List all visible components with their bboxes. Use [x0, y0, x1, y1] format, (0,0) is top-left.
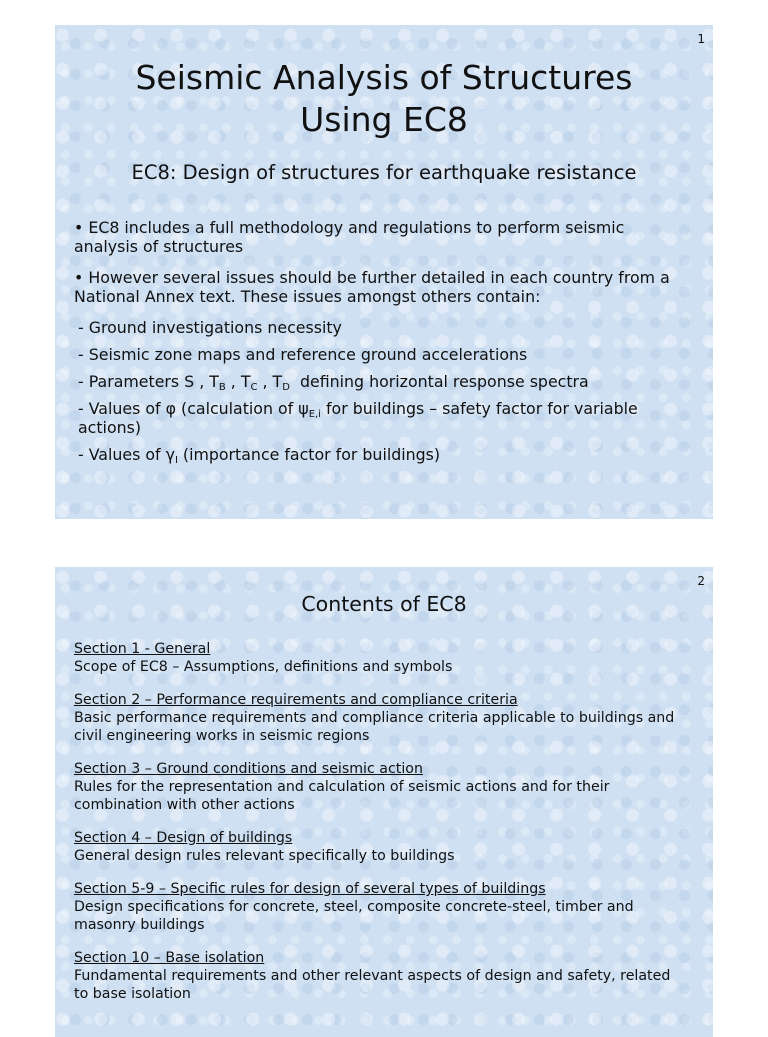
bullet-national-annex: • However several issues should be further detailed in each country from a National Annex text. These issues amongst others contain: [74, 268, 670, 306]
section-heading: Section 10 – Base isolation [74, 950, 265, 966]
bullet-methodology: • EC8 includes a full methodology and regulations to perform seismic analysis of structures [74, 218, 625, 256]
item-gamma-values: - Values of $\gamma_I$ (importance factor for buildings) [78, 445, 441, 466]
section-item [74, 829, 683, 865]
section-item [74, 880, 683, 934]
section-heading: Section 4 – Design of buildings [74, 830, 293, 846]
section-description: General design rules relevant specifically to buildings [74, 848, 455, 864]
slide-subtitle: EC8: Design of structures for earthquake resistance [131, 161, 637, 184]
section-heading: Section 2 – Performance requirements and compliance criteria [74, 692, 518, 708]
section-description: Scope of EC8 – Assumptions, definitions and symbols [74, 659, 453, 675]
slide-title: Seismic Analysis of Structures Using EC8 [135, 58, 633, 139]
item-spectrum-parameters: - Parameters S , $T_B$ , $T_C$ , $T_D$ defining horizontal response spectra [78, 372, 589, 393]
section-description: Basic performance requirements and compliance criteria applicable to buildings and civil engineering works in seismic regions [74, 710, 675, 744]
slide-2 [55, 567, 713, 1037]
slide-title: Contents of EC8 [301, 592, 467, 616]
section-item [74, 949, 683, 1003]
section-heading: Section 1 - General [74, 641, 211, 657]
item-seismic-zone-maps: - Seismic zone maps and reference ground accelerations [78, 345, 528, 364]
section-list [74, 640, 683, 1018]
section-heading: Section 3 – Ground conditions and seismic action [74, 761, 423, 777]
bullet-list [74, 218, 691, 472]
section-description: Design specifications for concrete, steel, composite concrete-steel, timber and masonry buildings [74, 899, 634, 933]
section-item [74, 691, 683, 745]
section-description: Rules for the representation and calculation of seismic actions and for their combination with other actions [74, 779, 610, 813]
section-item [74, 760, 683, 814]
page-number: 1 [697, 32, 705, 46]
slide-1 [55, 25, 713, 519]
section-description: Fundamental requirements and other relevant aspects of design and safety, related to base isolation [74, 968, 671, 1002]
item-phi-values: - Values of φ (calculation of $\psi_{E,i}$ for buildings – safety factor for variable actions) [78, 399, 638, 437]
section-item [74, 640, 683, 676]
page-number: 2 [697, 574, 705, 588]
section-heading: Section 5-9 – Specific rules for design of several types of buildings [74, 881, 546, 897]
item-ground-investigations: - Ground investigations necessity [78, 318, 342, 337]
